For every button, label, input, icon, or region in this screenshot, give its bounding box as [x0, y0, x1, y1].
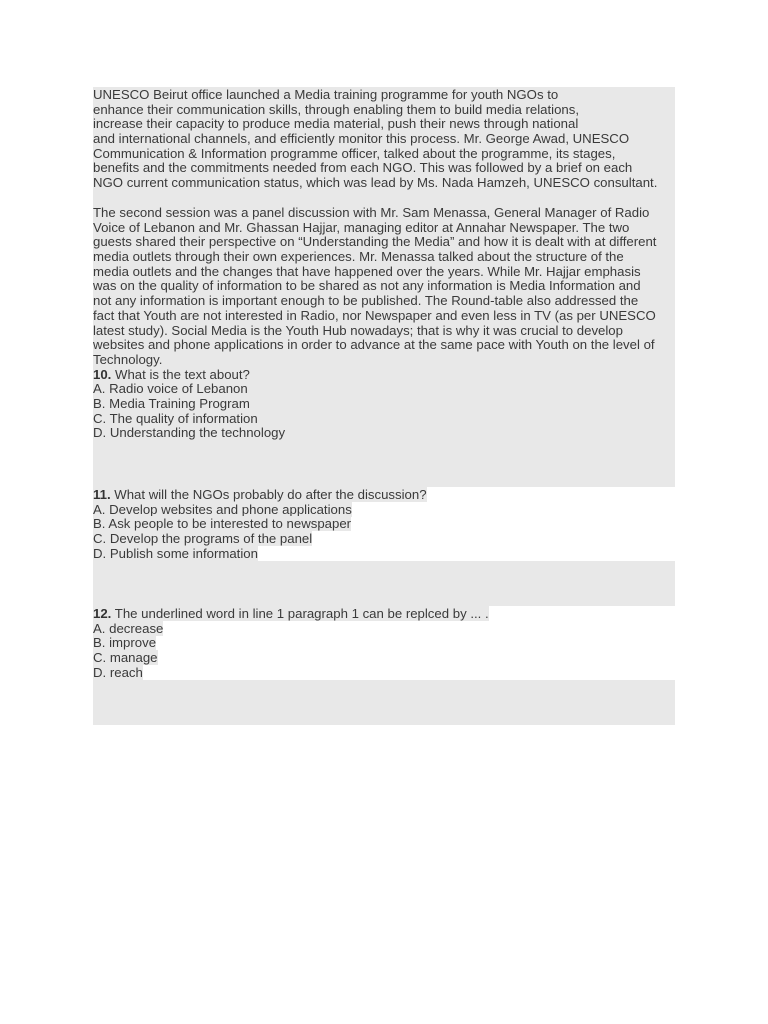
option-12-a[interactable]: [93, 622, 693, 637]
paragraph-1-line: UNESCO Beirut office launched a Media training programme for youth NGOs to: [93, 87, 559, 102]
paragraph-1-line: enhance their communication skills, through enabling them to build media relations,: [93, 101, 580, 117]
option-11-c[interactable]: [93, 532, 693, 547]
paragraph-1-line: Communication & Information programme officer, talked about the programme, its stages,: [93, 145, 616, 161]
paragraph-2-line: Voice of Lebanon and Mr. Ghassan Hajjar, managing editor at Annahar Newspaper. The two: [93, 219, 630, 235]
option-text: A. decrease: [93, 620, 164, 636]
option-12-c[interactable]: [93, 651, 693, 666]
paragraph-2-line: guests shared their perspective on “Understanding the Media” and how it is dealt with at different: [93, 234, 657, 250]
option-text: A. Develop websites and phone applications: [93, 501, 352, 517]
question-12: [93, 607, 693, 622]
option-12-b[interactable]: [93, 636, 693, 651]
option-text: D. reach: [93, 664, 143, 680]
paragraph-2-line: websites and phone applications in order to advance at the same pace with Youth on the level of: [93, 337, 655, 353]
option-10-d[interactable]: D. Understanding the technology: [93, 425, 286, 441]
paragraph-1-line: NGO current communication status, which was lead by Ms. Nada Hamzeh, UNESCO consultant.: [93, 175, 658, 191]
option-12-d[interactable]: [93, 666, 693, 681]
question-number: 11.: [93, 487, 111, 502]
option-11-b[interactable]: [93, 517, 693, 532]
answer-space-11: [93, 561, 675, 606]
paragraph-2-line: fact that Youth are not interested in Radio, nor Newspaper and even less in TV (as per UNESCO: [93, 307, 656, 323]
paragraph-1-line: increase their capacity to produce media material, push their news through national: [93, 116, 579, 132]
question-number: 12.: [93, 606, 112, 621]
question-text: What will the NGOs probably do after the discussion?: [110, 487, 427, 502]
paragraph-1: [93, 88, 693, 191]
paragraph-2-line: The second session was a panel discussion with Mr. Sam Menassa, General Manager of Radio: [93, 205, 650, 220]
question-10: [93, 368, 693, 383]
paragraph-1-line: and international channels, and efficiently monitor this process. Mr. George Awad, UNESCO: [93, 131, 630, 147]
question-11-block: [93, 488, 693, 561]
option-11-d[interactable]: [93, 547, 693, 562]
option-11-a[interactable]: [93, 503, 693, 518]
answer-space-12: [93, 680, 675, 725]
question-text: The underlined word in line 1 paragraph 1 can be replced by ... .: [111, 606, 489, 621]
question-number: 10.: [93, 366, 112, 382]
option-10-a[interactable]: A. Radio voice of Lebanon: [93, 381, 248, 397]
paragraph-2-line: not any information is important enough to be published. The Round-table also addressed the: [93, 293, 639, 309]
paragraph-2-line: was on the quality of information to be shared as not any information is Media Information and: [93, 278, 641, 294]
paragraph-1-line: benefits and the commitments needed from each NGO. This was followed by a brief on each: [93, 160, 633, 176]
paragraph-2-line: media outlets through their own experiences. Mr. Menassa talked about the structure of the: [93, 249, 624, 265]
option-10-b[interactable]: B. Media Training Program: [93, 395, 250, 411]
option-text: C. manage: [93, 650, 158, 666]
option-text: D. Publish some information: [93, 545, 258, 561]
option-text: C. Develop the programs of the panel: [93, 531, 313, 547]
paragraph-2-line: latest study). Social Media is the Youth Hub nowadays; that is why it was crucial to develop: [93, 322, 623, 338]
option-10-c[interactable]: C. The quality of information: [93, 410, 258, 426]
option-text: B. Ask people to be interested to newspaper: [93, 516, 352, 532]
paragraph-2-line: Technology.: [93, 351, 163, 367]
question-11: [93, 488, 693, 503]
paragraph-2: [93, 206, 693, 441]
question-text: What is the text about?: [111, 366, 250, 382]
question-12-block: [93, 607, 693, 680]
paragraph-2-line: media outlets and the changes that have happened over the years. While Mr. Hajjar emphasis: [93, 263, 641, 279]
option-text: B. improve: [93, 635, 157, 651]
